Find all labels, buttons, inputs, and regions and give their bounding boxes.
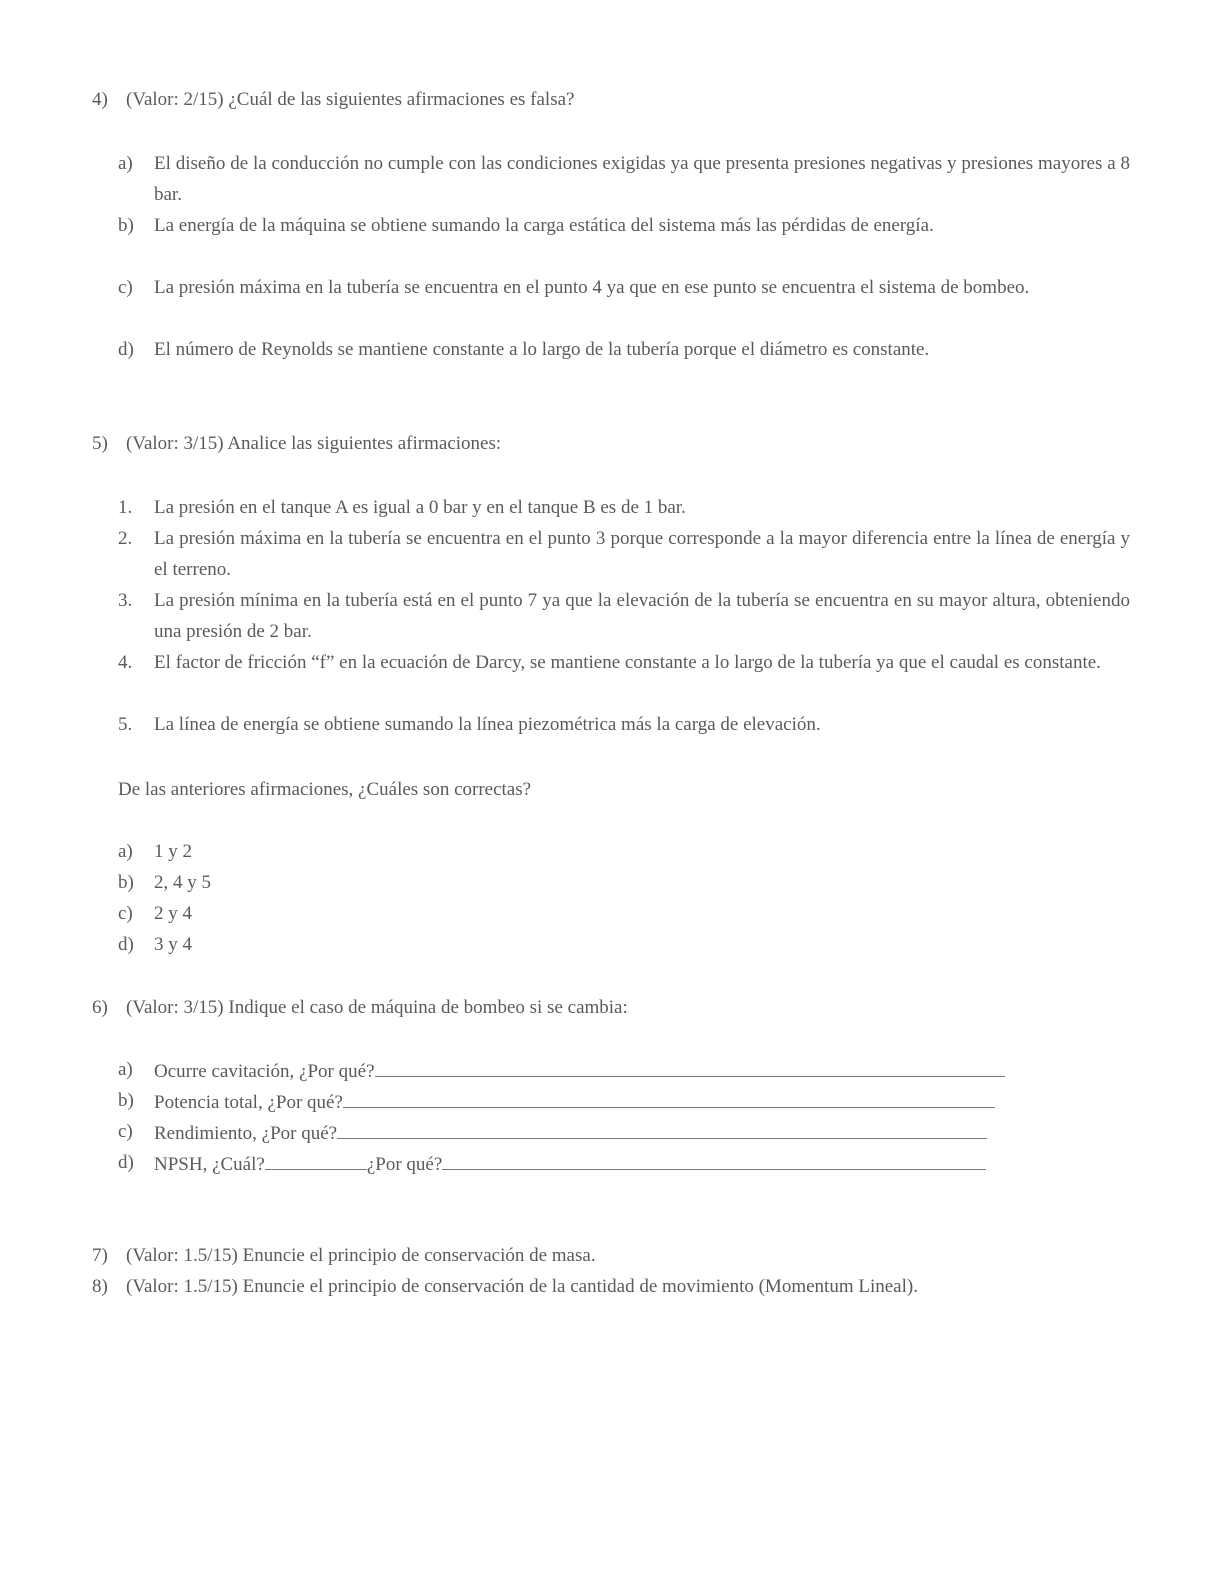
question-text: (Valor: 3/15) Indique el caso de máquina de bombeo si se cambia: [126,997,628,1018]
question-number: 4) [92,89,108,110]
answer-line[interactable] [265,1147,367,1170]
option-text: NPSH, ¿Cuál? [154,1154,265,1175]
option-text: Rendimiento, ¿Por qué? [154,1123,338,1144]
question-number: 8) [92,1276,108,1297]
option-text: El diseño de la conducción no cumple con las condiciones exigidas ya que presenta presiones negativas y presiones mayores a 8 bar. [154,153,1130,205]
statement-text: La presión en el tanque A es igual a 0 bar y en el tanque B es de 1 bar. [154,497,686,518]
option-text-2: ¿Por qué? [366,1154,443,1175]
option-text: 1 y 2 [154,841,192,862]
statement-label: 3. [118,590,133,611]
answer-line[interactable] [343,1085,995,1108]
answer-line[interactable] [337,1116,987,1139]
question-number: 6) [92,997,108,1018]
question-number: 7) [92,1245,108,1266]
option-label: c) [118,903,133,924]
option-label: a) [118,841,133,862]
statement-text: La línea de energía se obtiene sumando la línea piezométrica más la carga de elevación. [154,714,821,735]
statement-text: La presión máxima en la tubería se encuentra en el punto 3 porque corresponde a la mayor diferencia entre la línea de energía y el terreno. [154,528,1130,580]
answer-line[interactable] [442,1147,986,1170]
option-text: El número de Reynolds se mantiene constante a lo largo de la tubería porque el diámetro es constante. [154,339,930,360]
answer-line[interactable] [375,1054,1005,1077]
option-label: d) [118,339,134,360]
statement-label: 4. [118,652,133,673]
option-text: 3 y 4 [154,934,192,955]
option-label: b) [118,1090,134,1111]
question-number: 5) [92,433,108,454]
option-text-row [154,1116,1130,1149]
option-label: b) [118,215,134,236]
question-text: (Valor: 1.5/15) Enuncie el principio de conservación de masa. [126,1245,596,1266]
option-text: Ocurre cavitación, ¿Por qué? [154,1061,375,1082]
option-text-row [154,1054,1130,1087]
option-text-row [154,1147,1130,1180]
question-text: (Valor: 1.5/15) Enuncie el principio de conservación de la cantidad de movimiento (Momentum Lineal). [126,1276,918,1297]
option-text-row [154,1085,1130,1118]
option-text: Potencia total, ¿Por qué? [154,1092,343,1113]
option-text: 2, 4 y 5 [154,872,211,893]
option-label: b) [118,872,134,893]
question-text: (Valor: 2/15) ¿Cuál de las siguientes afirmaciones es falsa? [126,89,575,110]
option-label: a) [118,153,133,174]
statement-label: 2. [118,528,133,549]
option-text: 2 y 4 [154,903,192,924]
question-prompt: De las anteriores afirmaciones, ¿Cuáles son correctas? [118,779,532,800]
option-label: d) [118,1152,134,1173]
option-label: c) [118,277,133,298]
statement-text: El factor de fricción “f” en la ecuación de Darcy, se mantiene constante a lo largo de la tubería ya que el caudal es constante. [154,652,1101,673]
statement-label: 1. [118,497,133,518]
option-label: d) [118,934,134,955]
option-text: La presión máxima en la tubería se encuentra en el punto 4 ya que en ese punto se encuentra el sistema de bombeo. [154,277,1030,298]
question-text: (Valor: 3/15) Analice las siguientes afirmaciones: [126,433,502,454]
statement-label: 5. [118,714,133,735]
option-label: a) [118,1059,133,1080]
option-label: c) [118,1121,133,1142]
statement-text: La presión mínima en la tubería está en el punto 7 ya que la elevación de la tubería se encuentra en su mayor altura, obteniendo una presión de 2 bar. [154,590,1130,642]
option-text: La energía de la máquina se obtiene sumando la carga estática del sistema más las pérdidas de energía. [154,215,934,236]
